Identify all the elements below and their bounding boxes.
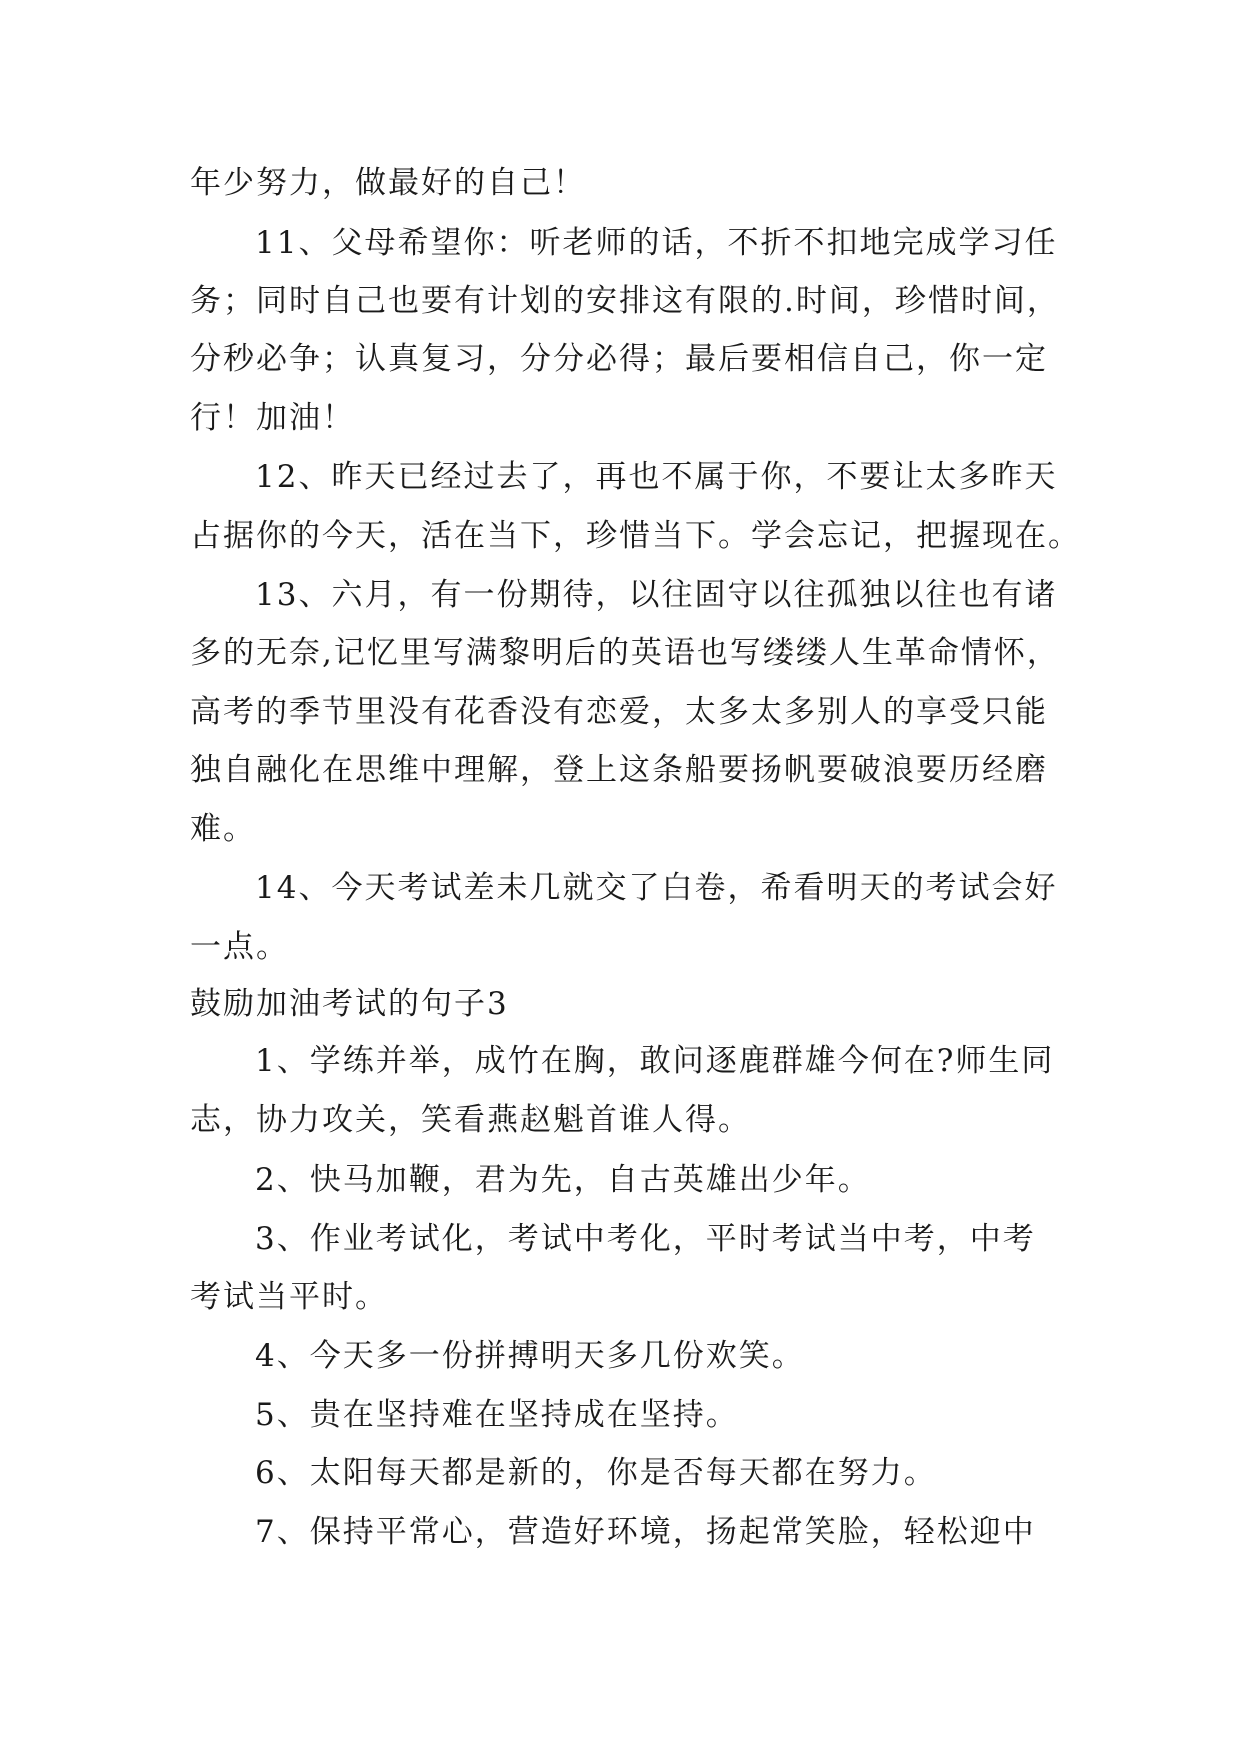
text-line: 12、昨天已经过去了，再也不属于你，不要让太多昨天 — [255, 459, 1058, 495]
text-line: 分秒必争；认真复习，分分必得；最后要相信自己，你一定 — [190, 341, 1048, 377]
text-line: 5、贵在坚持难在坚持成在坚持。 — [255, 1397, 739, 1433]
text-line: 难。 — [190, 811, 256, 847]
text-line: 高考的季节里没有花香没有恋爱，太多太多别人的享受只能 — [190, 694, 1048, 730]
text-line: 务；同时自己也要有计划的安排这有限的.时间，珍惜时间， — [190, 283, 1060, 319]
text-line: 年少努力，做最好的自己！ — [190, 165, 586, 201]
text-line: 一点。 — [190, 929, 289, 965]
text-line: 13、六月，有一份期待，以往固守以往孤独以往也有诸 — [255, 577, 1058, 613]
text-line: 占据你的今天，活在当下，珍惜当下。学会忘记，把握现在。 — [190, 518, 1081, 554]
text-line: 2、快马加鞭，君为先，自古英雄出少年。 — [255, 1162, 871, 1198]
section-heading: 鼓励加油考试的句子3 — [190, 986, 509, 1022]
text-line: 考试当平时。 — [190, 1279, 388, 1315]
text-line: 志，协力攻关，笑看燕赵魁首谁人得。 — [190, 1102, 751, 1138]
text-line: 独自融化在思维中理解，登上这条船要扬帆要破浪要历经磨 — [190, 752, 1048, 788]
text-line: 7、保持平常心，营造好环境，扬起常笑脸，轻松迎中 — [255, 1514, 1036, 1550]
text-line: 多的无奈,记忆里写满黎明后的英语也写缕缕人生革命情怀， — [190, 635, 1060, 671]
text-line: 3、作业考试化，考试中考化，平时考试当中考，中考 — [255, 1221, 1036, 1257]
text-line: 4、今天多一份拼搏明天多几份欢笑。 — [255, 1338, 805, 1374]
text-line: 14、今天考试差未几就交了白卷，希看明天的考试会好 — [255, 870, 1058, 906]
text-line: 行！加油！ — [190, 400, 355, 436]
text-line: 1、学练并举，成竹在胸，敢问逐鹿群雄今何在?师生同 — [255, 1043, 1055, 1079]
text-line: 11、父母希望你：听老师的话，不折不扣地完成学习任 — [255, 225, 1058, 261]
text-line: 6、太阳每天都是新的，你是否每天都在努力。 — [255, 1455, 937, 1491]
